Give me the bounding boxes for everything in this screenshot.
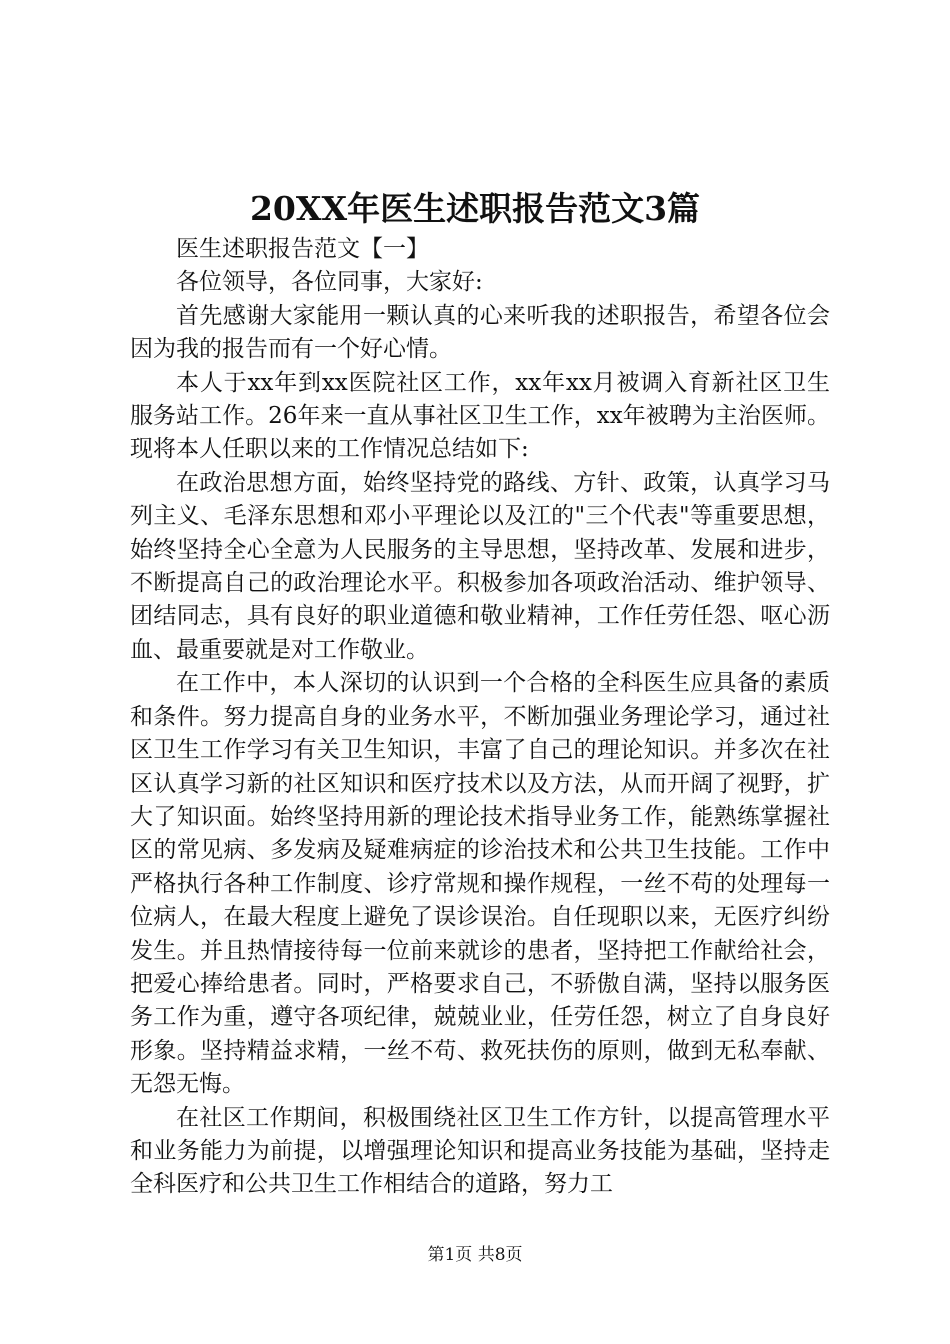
document-title: 20XX年医生述职报告范文3篇 [249, 189, 701, 228]
paragraph-opening: 首先感谢大家能用一颗认真的心来听我的述职报告，希望各位会因为我的报告而有一个好心情。 [130, 302, 830, 363]
paragraph-section-heading: 医生述职报告范文【一】 [176, 236, 429, 262]
paragraph-greeting: 各位领导，各位同事，大家好: [176, 269, 483, 296]
page-footer: 第1页 共8页 [427, 1245, 523, 1265]
paragraph-community: 在社区工作期间，积极围绕社区卫生工作方针，以提高管理水平和业务能力为前提，以增强理论知识和提高业务技能为基础，坚持走全科医疗和公共卫生工作相结合的道路，努力工 [130, 1104, 830, 1198]
paragraph-background: 本人于xx年到xx医院社区工作，xx年xx月被调入育新社区卫生服务站工作。26年来一直从事社区卫生工作，xx年被聘为主治医师。现将本人任职以来的工作情况总结如下: [130, 369, 830, 463]
paragraph-work: 在工作中，本人深切的认识到一个合格的全科医生应具备的素质和条件。努力提高自身的业务水平，不断加强业务理论学习，通过社区卫生工作学习有关卫生知识，丰富了自己的理论知识。并多次在社区认真学习新的社区知识和医疗技术以及方法，从而开阔了视野，扩大了知识面。始终坚持用新的理论技术指导业务工作，能熟练掌握社区的常见病、多发病及疑难病症的诊治技术和公共卫生技能。工作中严格执行各种工作制度、诊疗常规和操作规程，一丝不苟的处理每一位病人，在最大程度上避免了误诊误治。自任现职以来，无医疗纠纷发生。并且热情接待每一位前来就诊的患者，坚持把工作献给社会，把爱心捧给患者。同时，严格要求自己，不骄傲自满，坚持以服务医务工作为重，遵守各项纪律，兢兢业业，任劳任怨，树立了自身良好形象。坚持精益求精，一丝不苟、救死扶伤的原则，做到无私奉献、无怨无悔。 [130, 670, 830, 1098]
document-body [130, 233, 830, 1202]
paragraph-political: 在政治思想方面，始终坚持党的路线、方针、政策，认真学习马列主义、毛泽东思想和邓小平理论以及江的"三个代表"等重要思想，始终坚持全心全意为人民服务的主导思想，坚持改革、发展和进步，不断提高自己的政治理论水平。积极参加各项政治活动、维护领导、团结同志，具有良好的职业道德和敬业精神，工作任劳任怨、呕心沥血、最重要就是对工作敬业。 [130, 469, 830, 663]
